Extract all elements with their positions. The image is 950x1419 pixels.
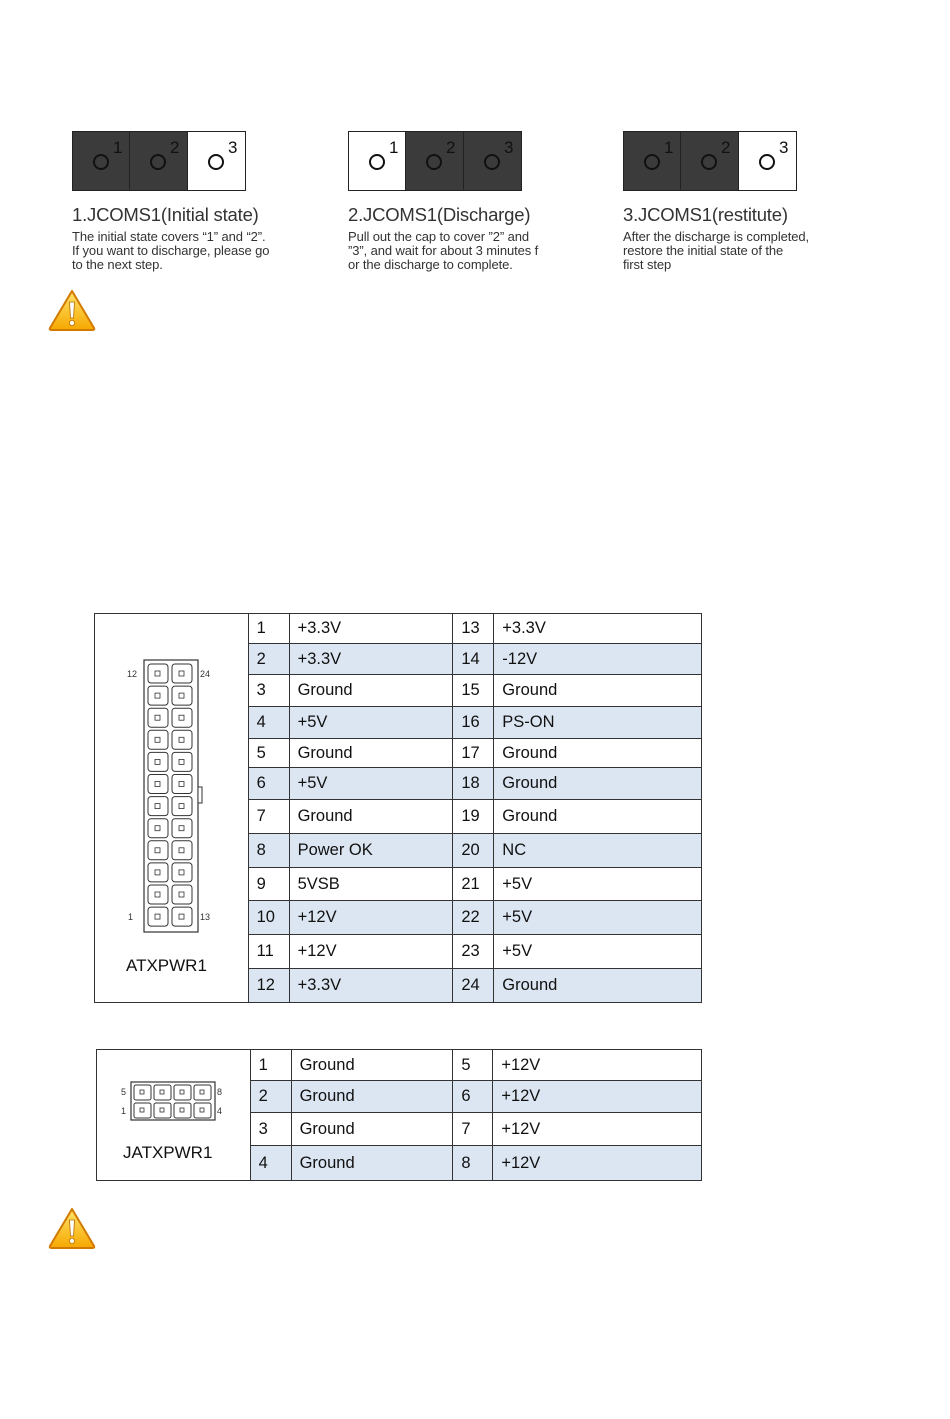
pin-contact [160, 1108, 164, 1112]
connector-image-cell [97, 1050, 251, 1181]
pin-signal: +12V [289, 935, 453, 969]
pin-number: 6 [248, 768, 289, 800]
pin-signal: Ground [494, 969, 702, 1003]
pin-contact [200, 1108, 204, 1112]
pin-label: 24 [200, 669, 211, 679]
warning-icon [48, 289, 96, 331]
pin-contact [179, 848, 184, 853]
pin-number: 8 [453, 1146, 493, 1181]
pin-contact [179, 914, 184, 919]
table-row [97, 1050, 702, 1081]
pin-number: 16 [453, 707, 494, 739]
pin-number: 6 [453, 1081, 493, 1113]
step-title: 2.JCOMS1(Discharge) [348, 204, 531, 225]
pin-number: 11 [248, 935, 289, 969]
pin-label: 12 [127, 669, 138, 679]
pin-signal: Ground [291, 1081, 453, 1113]
pin-contact [179, 870, 184, 875]
pin-number: 18 [453, 768, 494, 800]
jumper-pin-1: 1 [348, 131, 406, 191]
pin-number: 20 [453, 834, 494, 868]
pin-signal: Ground [291, 1050, 453, 1081]
pin-contact [155, 870, 160, 875]
jumper-pin-3: 3 [188, 131, 246, 191]
step-description: Pull out the cap to cover ”2” and ”3”, and wait for about 3 minutes f or the discharge to complete. [348, 229, 539, 272]
pin-signal: Ground [494, 768, 702, 800]
pin-contact [140, 1108, 144, 1112]
pin-signal: +3.3V [289, 969, 453, 1003]
pin-contact [155, 826, 160, 831]
warning-icon [48, 1207, 96, 1249]
pin-signal: +12V [493, 1081, 702, 1113]
pin-signal: +3.3V [289, 614, 453, 644]
pin-number: 9 [248, 868, 289, 901]
pin-number: 17 [453, 739, 494, 768]
pin-signal: NC [494, 834, 702, 868]
atx-connector-diagram [95, 658, 247, 958]
pin-number: 4 [250, 1146, 291, 1181]
pin-number: 5 [453, 1050, 493, 1081]
pin-signal: +5V [289, 707, 453, 739]
pin-label: 1 [128, 912, 134, 922]
pin-label: 1 [121, 1106, 127, 1116]
pin-contact [179, 693, 184, 698]
pin-contact [155, 715, 160, 720]
pin-contact [179, 782, 184, 787]
pin-number: 14 [453, 644, 494, 675]
jumper-pin-2: 2 [406, 131, 464, 191]
pin-signal: +5V [494, 935, 702, 969]
pin-label: 5 [121, 1087, 127, 1097]
pin-number: 3 [248, 675, 289, 707]
step-2 [348, 131, 588, 272]
pin-contact [179, 671, 184, 676]
pin-label: 13 [200, 912, 211, 922]
atx-pin-table [94, 613, 702, 1003]
pin-contact [155, 892, 160, 897]
step-description: The initial state covers “1” and “2”. If you want to discharge, please go to the next step. [72, 229, 270, 272]
pin-signal: -12V [494, 644, 702, 675]
pin-signal: Ground [291, 1146, 453, 1181]
pin-number: 15 [453, 675, 494, 707]
pin-number: 13 [453, 614, 494, 644]
jumper-pin-2: 2 [681, 131, 739, 191]
pin-number: 4 [248, 707, 289, 739]
pin-contact [140, 1090, 144, 1094]
pin-contact [200, 1090, 204, 1094]
pin-number: 2 [248, 644, 289, 675]
pin-number: 5 [248, 739, 289, 768]
pin-number: 7 [248, 800, 289, 834]
pin-number: 1 [248, 614, 289, 644]
jumper-pin-3: 3 [739, 131, 797, 191]
pin-signal: +3.3V [494, 614, 702, 644]
connector-name: JATXPWR1 [123, 1143, 213, 1162]
pin-signal: Ground [289, 800, 453, 834]
pin-number: 24 [453, 969, 494, 1003]
step-title: 3.JCOMS1(restitute) [623, 204, 788, 225]
pin-signal: +12V [493, 1113, 702, 1146]
jumper-diagram [623, 131, 863, 193]
pin-contact [155, 737, 160, 742]
pin-number: 7 [453, 1113, 493, 1146]
pin-contact [155, 759, 160, 764]
pin-number: 12 [248, 969, 289, 1003]
step-3 [623, 131, 863, 272]
pin-contact [160, 1090, 164, 1094]
pin-signal: +5V [494, 901, 702, 935]
pin-signal: Ground [494, 800, 702, 834]
jumper-diagram [348, 131, 588, 193]
pin-contact [180, 1090, 184, 1094]
pin-signal: +12V [289, 901, 453, 935]
jumper-diagram [72, 131, 312, 193]
connector-image-cell [95, 614, 249, 1003]
connector-name: ATXPWR1 [126, 956, 207, 975]
pin-number: 19 [453, 800, 494, 834]
pin-signal: +3.3V [289, 644, 453, 675]
pin-contact [179, 892, 184, 897]
pin-contact [179, 737, 184, 742]
pin-contact [155, 914, 160, 919]
jumper-pin-1: 1 [72, 131, 130, 191]
jatx-connector-diagram [97, 1078, 249, 1138]
pin-signal: Ground [289, 739, 453, 768]
pin-contact [155, 782, 160, 787]
pin-signal: Ground [291, 1113, 453, 1146]
pin-signal: 5VSB [289, 868, 453, 901]
pin-signal: Ground [494, 675, 702, 707]
connector-latch [198, 787, 202, 803]
pin-contact [180, 1108, 184, 1112]
pin-signal: Ground [289, 675, 453, 707]
pin-contact [155, 804, 160, 809]
step-description: After the discharge is completed, restore the initial state of the first step [623, 229, 810, 272]
jatx-pin-table [96, 1049, 702, 1181]
pin-contact [155, 848, 160, 853]
pin-signal: +5V [494, 868, 702, 901]
pin-signal: Power OK [289, 834, 453, 868]
pin-contact [179, 826, 184, 831]
jumper-pin-2: 2 [130, 131, 188, 191]
jumper-pin-1: 1 [623, 131, 681, 191]
pin-number: 10 [248, 901, 289, 935]
table-row [95, 614, 702, 644]
step-1 [72, 131, 312, 272]
pin-contact [179, 715, 184, 720]
pin-contact [155, 671, 160, 676]
pin-label: 8 [217, 1087, 223, 1097]
pin-number: 1 [250, 1050, 291, 1081]
pin-number: 23 [453, 935, 494, 969]
pin-number: 2 [250, 1081, 291, 1113]
pin-signal: Ground [494, 739, 702, 768]
pin-contact [179, 804, 184, 809]
pin-contact [155, 693, 160, 698]
pin-number: 21 [453, 868, 494, 901]
pin-signal: PS-ON [494, 707, 702, 739]
pin-number: 3 [250, 1113, 291, 1146]
pin-number: 8 [248, 834, 289, 868]
step-title: 1.JCOMS1(Initial state) [72, 204, 259, 225]
pin-signal: +12V [493, 1050, 702, 1081]
pin-label: 4 [217, 1106, 223, 1116]
pin-contact [179, 759, 184, 764]
pin-signal: +5V [289, 768, 453, 800]
jumper-pin-3: 3 [464, 131, 522, 191]
pin-number: 22 [453, 901, 494, 935]
pin-signal: +12V [493, 1146, 702, 1181]
